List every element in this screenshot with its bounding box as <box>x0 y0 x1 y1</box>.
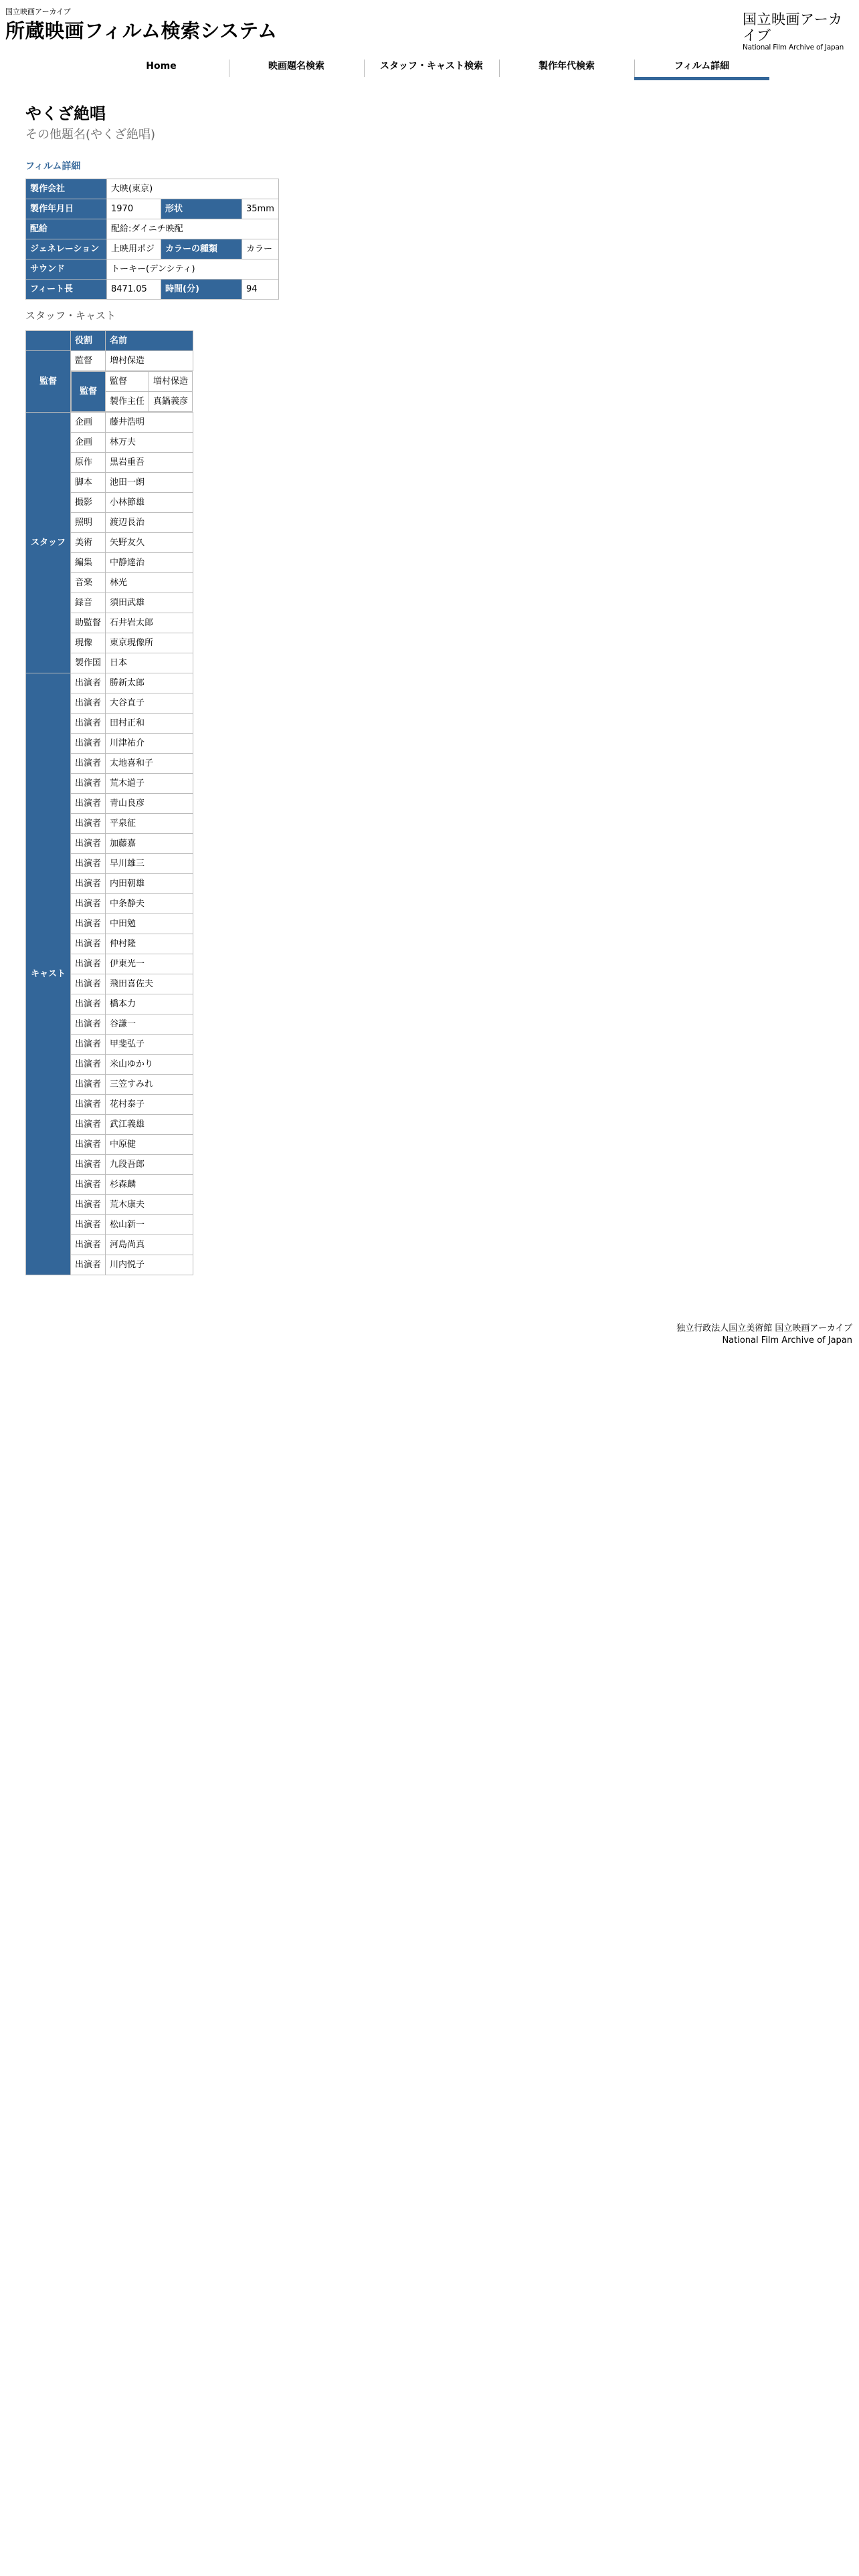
staff-cast-heading: スタッフ・キャスト <box>25 310 116 322</box>
cast-role: 出演者 <box>71 914 106 934</box>
logo-jp-text: 国立映画アーカイブ <box>743 11 843 43</box>
nfaj-logo[interactable] <box>743 11 850 51</box>
cast-role: 出演者 <box>71 774 106 794</box>
detail-row-distribution <box>26 219 279 239</box>
cast-name[interactable]: 青山良彦 <box>106 794 193 814</box>
supervisor-group-label: 監督 <box>72 372 106 412</box>
cast-name[interactable]: 杉森麟 <box>106 1175 193 1195</box>
distribution-value: 配給:ダイニチ映配 <box>107 219 279 239</box>
staff-role: 編集 <box>71 553 106 573</box>
staff-role: 録音 <box>71 593 106 613</box>
staff-name[interactable]: 石井岩太郎 <box>106 613 193 633</box>
distribution-label: 配給 <box>26 219 107 239</box>
cast-name[interactable]: 平泉征 <box>106 814 193 834</box>
supervisor-role: 製作主任 <box>106 392 149 412</box>
staff-row <box>26 413 193 433</box>
cast-role: 出演者 <box>71 794 106 814</box>
cast-role: 出演者 <box>71 754 106 774</box>
cast-name[interactable]: 太地喜和子 <box>106 754 193 774</box>
cast-name[interactable]: 内田朝雄 <box>106 874 193 894</box>
cast-role: 出演者 <box>71 994 106 1014</box>
supervisor-name[interactable]: 増村保造 <box>149 372 193 392</box>
staff-role: 現像 <box>71 633 106 653</box>
logo-en-text: National Film Archive of Japan <box>743 43 844 51</box>
cast-row <box>26 673 193 693</box>
cast-name[interactable]: 加藤嘉 <box>106 834 193 854</box>
cast-role: 出演者 <box>71 673 106 693</box>
site-title[interactable]: 所蔵映画フィルム検索システム <box>5 19 278 42</box>
staff-role: 企画 <box>71 433 106 453</box>
cast-role: 出演者 <box>71 934 106 954</box>
cast-role: 出演者 <box>71 1195 106 1215</box>
site-footer <box>676 1323 852 1347</box>
cast-name[interactable]: 川津祐介 <box>106 734 193 754</box>
cast-name[interactable]: 早川雄三 <box>106 854 193 874</box>
supervisor-cell <box>71 371 193 413</box>
cast-role: 出演者 <box>71 1175 106 1195</box>
supervisor-table <box>71 371 193 412</box>
cast-name[interactable]: 大谷直子 <box>106 693 193 714</box>
cast-role: 出演者 <box>71 814 106 834</box>
staff-role: 助監督 <box>71 613 106 633</box>
cast-role: 出演者 <box>71 834 106 854</box>
cast-name[interactable]: 仲村隆 <box>106 934 193 954</box>
date-value: 1970 <box>107 199 161 219</box>
staff-name[interactable]: 黒岩重吾 <box>106 453 193 473</box>
cast-name[interactable]: 中条静夫 <box>106 894 193 914</box>
cast-role: 出演者 <box>71 1095 106 1115</box>
cast-name[interactable]: 松山新一 <box>106 1215 193 1235</box>
film-detail-table <box>25 179 279 300</box>
staff-header-row <box>26 331 193 351</box>
staff-role: 企画 <box>71 413 106 433</box>
footer-org-en: National Film Archive of Japan <box>722 1335 852 1346</box>
cast-name[interactable]: 荒木康夫 <box>106 1195 193 1215</box>
cast-role: 出演者 <box>71 894 106 914</box>
staff-role: 照明 <box>71 513 106 533</box>
feet-value: 8471.05 <box>107 280 161 300</box>
nav-film-detail[interactable]: フィルム詳細 <box>634 56 769 80</box>
cast-role: 出演者 <box>71 1115 106 1135</box>
cast-group-label: キャスト <box>26 673 71 1275</box>
cast-name[interactable]: 中原健 <box>106 1135 193 1155</box>
cast-name[interactable]: 谷謙一 <box>106 1014 193 1035</box>
feet-label: フィート長 <box>26 280 107 300</box>
nav-title-search[interactable]: 映画題名検索 <box>229 56 364 80</box>
supervisor-name[interactable]: 真鍋義彦 <box>149 392 193 412</box>
cast-role: 出演者 <box>71 1014 106 1035</box>
cast-name[interactable]: 田村正和 <box>106 714 193 734</box>
company-label: 製作会社 <box>26 179 107 199</box>
staff-name[interactable]: 渡辺長治 <box>106 513 193 533</box>
film-title: やくざ絶唱 <box>25 104 106 123</box>
cast-role: 出演者 <box>71 714 106 734</box>
director-role: 監督 <box>71 351 106 371</box>
runtime-value: 94 <box>242 280 279 300</box>
main-nav <box>94 56 769 80</box>
cast-role: 出演者 <box>71 854 106 874</box>
staff-name[interactable]: 東京現像所 <box>106 633 193 653</box>
nav-year-search[interactable]: 製作年代検索 <box>499 56 634 80</box>
cast-role: 出演者 <box>71 1055 106 1075</box>
staff-role: 製作国 <box>71 653 106 673</box>
main-content <box>25 103 828 1275</box>
cast-role: 出演者 <box>71 1255 106 1275</box>
header-corner <box>26 331 71 351</box>
staff-role: 撮影 <box>71 493 106 513</box>
cast-name[interactable]: 飛田喜佐夫 <box>106 974 193 994</box>
cast-name[interactable]: 三笠すみれ <box>106 1075 193 1095</box>
nav-staff-cast-search[interactable]: スタッフ・キャスト検索 <box>364 56 499 80</box>
cast-role: 出演者 <box>71 1215 106 1235</box>
company-value: 大映(東京) <box>107 179 279 199</box>
cast-name[interactable]: 甲斐弘子 <box>106 1035 193 1055</box>
staff-name[interactable]: 池田一朗 <box>106 473 193 493</box>
name-header: 名前 <box>106 331 193 351</box>
staff-name[interactable]: 矢野友久 <box>106 533 193 553</box>
staff-name[interactable]: 林光 <box>106 573 193 593</box>
cast-name[interactable]: 橋本力 <box>106 994 193 1014</box>
sound-label: サウンド <box>26 259 107 280</box>
staff-name[interactable]: 藤井浩明 <box>106 413 193 433</box>
other-titles: その他題名(やくざ絶唱) <box>25 128 156 142</box>
detail-row-sound <box>26 259 279 280</box>
cast-role: 出演者 <box>71 954 106 974</box>
cast-name[interactable]: 花村泰子 <box>106 1095 193 1115</box>
cast-name[interactable]: 九段吾郎 <box>106 1155 193 1175</box>
cast-role: 出演者 <box>71 1155 106 1175</box>
detail-row-feet <box>26 280 279 300</box>
cast-role: 出演者 <box>71 1235 106 1255</box>
cast-role: 出演者 <box>71 1135 106 1155</box>
staff-cast-table <box>25 330 193 1275</box>
director-row <box>26 351 193 371</box>
cast-name[interactable]: 伊東光一 <box>106 954 193 974</box>
color-label: カラーの種類 <box>161 239 242 259</box>
site-subtitle: 国立映画アーカイブ <box>5 7 71 16</box>
detail-row-date <box>26 199 279 219</box>
staff-role: 美術 <box>71 533 106 553</box>
format-value: 35mm <box>242 199 279 219</box>
cast-role: 出演者 <box>71 734 106 754</box>
cast-name[interactable]: 川内悦子 <box>106 1255 193 1275</box>
staff-group-label: スタッフ <box>26 413 71 673</box>
role-header: 役割 <box>71 331 106 351</box>
director-group-label: 監督 <box>26 351 71 413</box>
cast-role: 出演者 <box>71 974 106 994</box>
generation-value: 上映用ポジ <box>107 239 161 259</box>
staff-role: 脚本 <box>71 473 106 493</box>
staff-name[interactable]: 中静達治 <box>106 553 193 573</box>
cast-name[interactable]: 荒木道子 <box>106 774 193 794</box>
date-label: 製作年月日 <box>26 199 107 219</box>
cast-role: 出演者 <box>71 1035 106 1055</box>
color-value: カラー <box>242 239 279 259</box>
staff-name[interactable]: 須田武雄 <box>106 593 193 613</box>
footer-org: 独立行政法人国立美術館 国立映画アーカイブ <box>676 1323 852 1333</box>
cast-name[interactable]: 米山ゆかり <box>106 1055 193 1075</box>
cast-name[interactable]: 中田勉 <box>106 914 193 934</box>
site-header <box>0 0 859 51</box>
cast-name[interactable]: 勝新太郎 <box>106 673 193 693</box>
cast-role: 出演者 <box>71 693 106 714</box>
staff-name[interactable]: 小林節雄 <box>106 493 193 513</box>
supervisor-role: 監督 <box>106 372 149 392</box>
staff-role: 音楽 <box>71 573 106 593</box>
cast-role: 出演者 <box>71 874 106 894</box>
film-detail-heading: フィルム詳細 <box>25 161 81 172</box>
format-label: 形状 <box>161 199 242 219</box>
nav-home[interactable]: Home <box>146 61 177 72</box>
director-name[interactable]: 増村保造 <box>106 351 193 371</box>
sound-value: トーキー(デンシティ) <box>107 259 279 280</box>
cast-role: 出演者 <box>71 1075 106 1095</box>
generation-label: ジェネレーション <box>26 239 107 259</box>
staff-name[interactable]: 林万夫 <box>106 433 193 453</box>
cast-name[interactable]: 武江義雄 <box>106 1115 193 1135</box>
detail-row-generation <box>26 239 279 259</box>
cast-name[interactable]: 河島尚真 <box>106 1235 193 1255</box>
detail-row-company <box>26 179 279 199</box>
staff-role: 原作 <box>71 453 106 473</box>
staff-name[interactable]: 日本 <box>106 653 193 673</box>
runtime-label: 時間(分) <box>161 280 242 300</box>
